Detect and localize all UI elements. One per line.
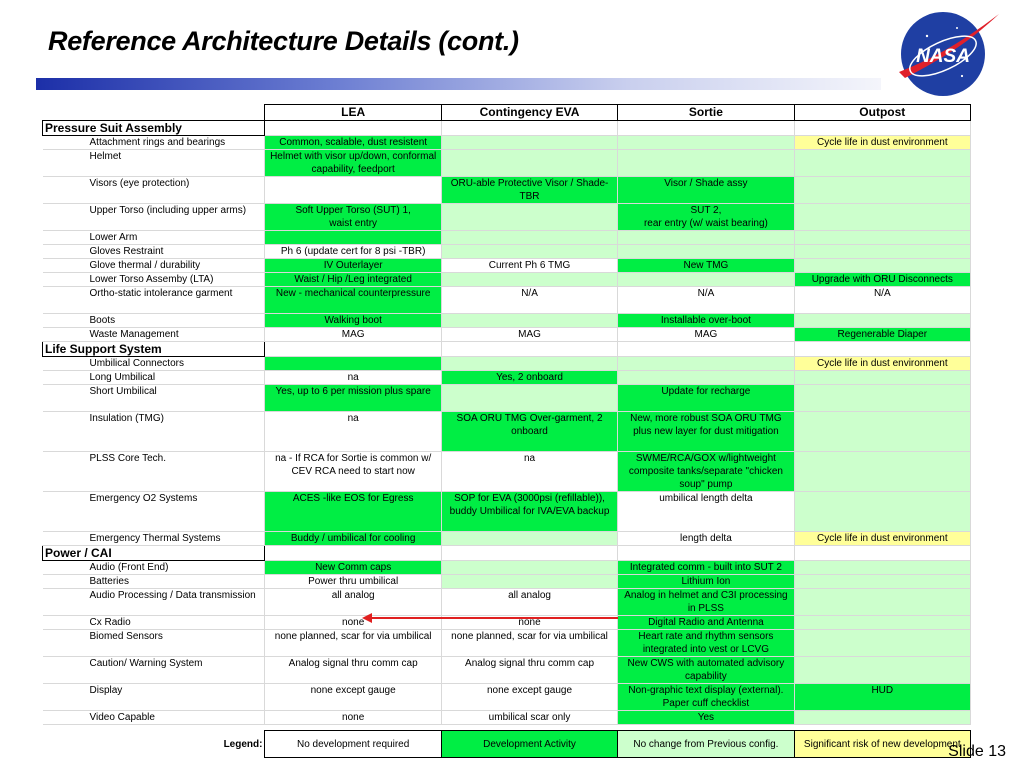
table-row — [43, 630, 971, 657]
row-label: Gloves Restraint — [43, 245, 265, 259]
table-row — [43, 231, 971, 245]
table-cell: all analog — [265, 589, 441, 616]
table-cell: MAG — [618, 328, 794, 342]
row-label: Batteries — [43, 575, 265, 589]
table-cell — [794, 204, 970, 231]
table-row — [43, 492, 971, 532]
table-row — [43, 150, 971, 177]
table-cell: ACES -like EOS for Egress — [265, 492, 441, 532]
table-cell: none planned, scar for via umbilical — [441, 630, 617, 657]
table-cell — [441, 273, 617, 287]
table-cell: Heart rate and rhythm sensors integrated into vest or LCVG — [618, 630, 794, 657]
row-label: Audio Processing / Data transmission — [43, 589, 265, 616]
table-cell: Lithium Ion — [618, 575, 794, 589]
table-row — [43, 532, 971, 546]
table-cell: na — [265, 412, 441, 452]
table-cell — [794, 385, 970, 412]
red-arrow — [362, 612, 620, 624]
row-label: Display — [43, 684, 265, 711]
table-row — [43, 177, 971, 204]
table-cell — [794, 711, 970, 725]
table-cell — [618, 357, 794, 371]
table-cell: Yes — [618, 711, 794, 725]
row-label: Glove thermal / durability — [43, 259, 265, 273]
table-cell: none planned, scar for via umbilical — [265, 630, 441, 657]
section-spacer-cell — [265, 342, 441, 357]
table-row — [43, 684, 971, 711]
header-blank — [43, 105, 265, 121]
table-row — [43, 657, 971, 684]
slide-number: Slide 13 — [948, 743, 1006, 760]
table-cell: umbilical scar only — [441, 711, 617, 725]
table-cell — [794, 314, 970, 328]
row-label: Insulation (TMG) — [43, 412, 265, 452]
row-label: Visors (eye protection) — [43, 177, 265, 204]
table-row — [43, 314, 971, 328]
section-spacer-cell — [618, 546, 794, 561]
table-cell: na — [441, 452, 617, 492]
table-row — [43, 711, 971, 725]
table-cell: Integrated comm - built into SUT 2 — [618, 561, 794, 575]
row-label: PLSS Core Tech. — [43, 452, 265, 492]
column-header-sortie: Sortie — [618, 105, 794, 121]
table-cell: Analog in helmet and C3I processing in PLSS — [618, 589, 794, 616]
row-label: Helmet — [43, 150, 265, 177]
section-spacer-cell — [794, 546, 970, 561]
section-title: Life Support System — [43, 342, 265, 357]
section-title: Power / CAI — [43, 546, 265, 561]
table-cell: ORU-able Protective Visor / Shade-TBR — [441, 177, 617, 204]
table-row — [43, 452, 971, 492]
table-cell: Regenerable Diaper — [794, 328, 970, 342]
table-cell: SOA ORU TMG Over-garment, 2 onboard — [441, 412, 617, 452]
table-cell: Ph 6 (update cert for 8 psi -TBR) — [265, 245, 441, 259]
table-cell: none except gauge — [265, 684, 441, 711]
table-cell: none except gauge — [441, 684, 617, 711]
table-row — [43, 273, 971, 287]
table-row — [43, 385, 971, 412]
row-label: Biomed Sensors — [43, 630, 265, 657]
table-cell: all analog — [441, 589, 617, 616]
table-row — [43, 245, 971, 259]
table-cell: New, more robust SOA ORU TMG plus new layer for dust mitigation — [618, 412, 794, 452]
table-cell: New - mechanical counterpressure — [265, 287, 441, 314]
table-cell: none — [265, 711, 441, 725]
table-cell: New Comm caps — [265, 561, 441, 575]
row-label: Boots — [43, 314, 265, 328]
table-cell: N/A — [441, 287, 617, 314]
table-cell — [794, 492, 970, 532]
table-cell: Soft Upper Torso (SUT) 1, waist entry — [265, 204, 441, 231]
table-cell — [441, 204, 617, 231]
table-row — [43, 561, 971, 575]
table-row — [43, 328, 971, 342]
table-cell: na — [265, 371, 441, 385]
table-cell: Common, scalable, dust resistent — [265, 136, 441, 150]
row-label: Caution/ Warning System — [43, 657, 265, 684]
table-cell: MAG — [265, 328, 441, 342]
table-cell: Cycle life in dust environment — [794, 532, 970, 546]
logo-text: NASA — [916, 46, 970, 67]
table-cell: HUD — [794, 684, 970, 711]
row-label: Cx Radio — [43, 616, 265, 630]
table-cell — [794, 616, 970, 630]
table-cell: Upgrade with ORU Disconnects — [794, 273, 970, 287]
table-cell: length delta — [618, 532, 794, 546]
table-cell: Yes, up to 6 per mission plus spare — [265, 385, 441, 412]
table-cell — [618, 136, 794, 150]
table-cell: SWME/RCA/GOX w/lightweight composite tanks/separate "chicken soup" pump — [618, 452, 794, 492]
table-cell — [441, 575, 617, 589]
section-spacer-cell — [441, 546, 617, 561]
table-cell: Helmet with visor up/down, conformal capability, feedport — [265, 150, 441, 177]
legend-label: Legend: — [223, 738, 263, 750]
table-cell: Current Ph 6 TMG — [441, 259, 617, 273]
table-cell — [618, 231, 794, 245]
row-label: Lower Arm — [43, 231, 265, 245]
legend-item: Significant risk of new development — [794, 731, 970, 758]
table-cell: Digital Radio and Antenna — [618, 616, 794, 630]
section-spacer-cell — [441, 121, 617, 136]
section-spacer-cell — [265, 546, 441, 561]
table-cell — [794, 561, 970, 575]
row-label: Lower Torso Assemby (LTA) — [43, 273, 265, 287]
table-cell — [794, 412, 970, 452]
row-label: Short Umbilical — [43, 385, 265, 412]
table-cell — [618, 273, 794, 287]
row-label: Long Umbilical — [43, 371, 265, 385]
table-row — [43, 259, 971, 273]
table-cell — [441, 385, 617, 412]
table-cell: Installable over-boot — [618, 314, 794, 328]
slide-title: Reference Architecture Details (cont.) — [48, 26, 519, 56]
legend-item: No development required — [265, 731, 441, 758]
table-cell — [794, 630, 970, 657]
table-cell: umbilical length delta — [618, 492, 794, 532]
table-cell — [441, 561, 617, 575]
table-row — [43, 575, 971, 589]
table-cell: SOP for EVA (3000psi (refillable)), buddy Umbilical for IVA/EVA backup — [441, 492, 617, 532]
row-label: Emergency Thermal Systems — [43, 532, 265, 546]
table-cell: N/A — [618, 287, 794, 314]
table-row — [43, 287, 971, 314]
row-label: Upper Torso (including upper arms) — [43, 204, 265, 231]
section-spacer-cell — [794, 342, 970, 357]
row-label: Emergency O2 Systems — [43, 492, 265, 532]
table-row — [43, 136, 971, 150]
table-cell: N/A — [794, 287, 970, 314]
table-cell — [441, 136, 617, 150]
table-row — [43, 371, 971, 385]
table-cell: Buddy / umbilical for cooling — [265, 532, 441, 546]
table-cell — [618, 245, 794, 259]
table-cell — [794, 371, 970, 385]
table-cell: Waist / Hip /Leg integrated — [265, 273, 441, 287]
table-cell — [794, 657, 970, 684]
section-spacer-cell — [618, 342, 794, 357]
table-cell: New TMG — [618, 259, 794, 273]
table-row — [43, 357, 971, 371]
table-cell — [441, 231, 617, 245]
section-spacer-cell — [794, 121, 970, 136]
table-cell — [265, 177, 441, 204]
section-row — [43, 121, 971, 136]
reference-architecture-table — [42, 104, 971, 758]
table-cell: none — [441, 616, 617, 630]
table-cell: IV Outerlayer — [265, 259, 441, 273]
table-cell: Visor / Shade assy — [618, 177, 794, 204]
table-cell — [794, 259, 970, 273]
section-title: Pressure Suit Assembly — [43, 121, 265, 136]
table-cell — [441, 245, 617, 259]
table-cell: none — [265, 616, 441, 630]
legend-item: No change from Previous config. — [618, 731, 794, 758]
row-label: Attachment rings and bearings — [43, 136, 265, 150]
section-spacer-cell — [618, 121, 794, 136]
table-cell — [618, 371, 794, 385]
table-cell: Analog signal thru comm cap — [441, 657, 617, 684]
table-cell: Walking boot — [265, 314, 441, 328]
row-label: Umbilical Connectors — [43, 357, 265, 371]
column-header-contingency-eva: Contingency EVA — [441, 105, 617, 121]
table-cell: Cycle life in dust environment — [794, 136, 970, 150]
table-cell — [794, 575, 970, 589]
table-cell: MAG — [441, 328, 617, 342]
table-cell — [265, 357, 441, 371]
title-rule — [36, 78, 881, 90]
row-label: Waste Management — [43, 328, 265, 342]
table-cell: Update for recharge — [618, 385, 794, 412]
table-cell — [265, 231, 441, 245]
table-cell: Analog signal thru comm cap — [265, 657, 441, 684]
table-cell: Cycle life in dust environment — [794, 357, 970, 371]
section-row — [43, 546, 971, 561]
legend-row — [43, 731, 971, 758]
row-label: Ortho-static intolerance garment — [43, 287, 265, 314]
table-row — [43, 204, 971, 231]
table-cell: Non-graphic text display (external). Paper cuff checklist — [618, 684, 794, 711]
table-cell: Power thru umbilical — [265, 575, 441, 589]
section-row — [43, 342, 971, 357]
table-cell — [441, 314, 617, 328]
row-label: Video Capable — [43, 711, 265, 725]
table-cell: SUT 2, rear entry (w/ waist bearing) — [618, 204, 794, 231]
column-header-outpost: Outpost — [794, 105, 970, 121]
section-spacer-cell — [441, 342, 617, 357]
row-label: Audio (Front End) — [43, 561, 265, 575]
header-row — [43, 105, 971, 121]
table-cell — [441, 150, 617, 177]
table-cell: New CWS with automated advisory capability — [618, 657, 794, 684]
table-cell — [794, 177, 970, 204]
table-row — [43, 412, 971, 452]
legend-item: Development Activity — [441, 731, 617, 758]
table-cell — [794, 231, 970, 245]
table-cell — [794, 245, 970, 259]
table-cell: na - If RCA for Sortie is common w/ CEV RCA need to start now — [265, 452, 441, 492]
table-cell — [618, 150, 794, 177]
table-cell — [794, 589, 970, 616]
table-cell — [794, 452, 970, 492]
table-cell — [441, 532, 617, 546]
table-cell: Yes, 2 onboard — [441, 371, 617, 385]
column-header-lea: LEA — [265, 105, 441, 121]
table-cell — [794, 150, 970, 177]
table-cell — [441, 357, 617, 371]
section-spacer-cell — [265, 121, 441, 136]
nasa-logo — [887, 6, 1003, 100]
